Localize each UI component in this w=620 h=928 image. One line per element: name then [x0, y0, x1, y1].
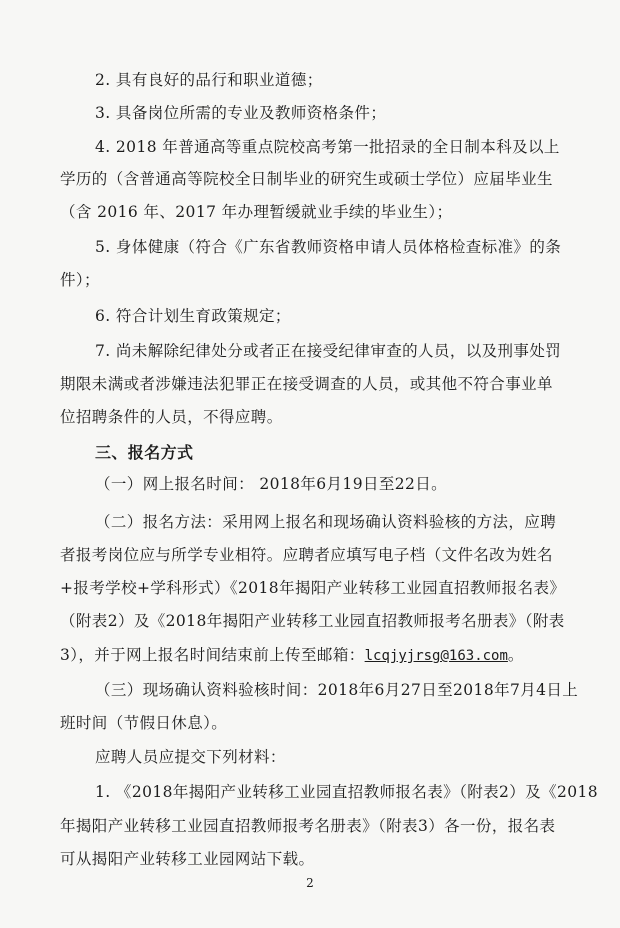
requirement-7-line-3: 位招聘条件的人员，不得应聘。	[60, 408, 283, 426]
registration-method-line-3: +报考学校+学科形式）《2018年揭阳产业转移工业园直招教师报名表》	[60, 579, 566, 597]
requirement-6: 6. 符合计划生育政策规定；	[95, 307, 291, 325]
requirement-4-line-1: 4. 2018 年普通高等重点院校高考第一批招录的全日制本科及以上	[95, 138, 560, 156]
requirement-7-line-1: 7. 尚未解除纪律处分或者正在接受纪律审查的人员，以及刑事处罚	[95, 342, 562, 360]
material-1-line-2: 年揭阳产业转移工业园直招教师报考名册表》（附表3）各一份，报名表	[60, 817, 556, 835]
requirement-3: 3. 具备岗位所需的专业及教师资格条件；	[95, 104, 387, 122]
registration-method-line-2: 者报考岗位应与所学专业相符。应聘者应填写电子档（文件名改为姓名	[60, 546, 553, 564]
requirement-4-line-2: 学历的（含普通高等院校全日制毕业的研究生或硕士学位）应届毕业生	[60, 170, 553, 188]
section-heading-registration: 三、报名方式	[95, 443, 194, 462]
materials-intro: 应聘人员应提交下列材料：	[95, 748, 286, 766]
requirement-7-line-2: 期限未满或者涉嫌违法犯罪正在接受调查的人员，或其他不符合事业单	[60, 375, 553, 393]
requirement-5-line-1: 5. 身体健康（符合《广东省教师资格申请人员体格检查标准》的条	[95, 238, 562, 256]
material-1-line-3: 可从揭阳产业转移工业园网站下载。	[60, 850, 315, 868]
requirement-2: 2. 具有良好的品行和职业道德；	[95, 71, 323, 89]
onsite-verification-line-2: 班时间（节假日休息）。	[60, 714, 228, 732]
onsite-verification-line-1: （三）现场确认资料验核时间：2018年6月27日至2018年7月4日上	[95, 681, 579, 699]
requirement-5-line-2: 件）；	[60, 271, 100, 289]
page-number: 2	[306, 876, 314, 890]
registration-method-line-5	[60, 645, 524, 666]
online-registration-time: （一）网上报名时间： 2018年6月19日至22日。	[95, 475, 448, 493]
email-suffix: 。	[507, 646, 524, 664]
requirement-4-line-3: （含 2016 年、2017 年办理暂缓就业手续的毕业生）；	[60, 203, 453, 221]
registration-method-line-4: （附表2）及《2018年揭阳产业转移工业园直招教师报考名册表》（附表	[60, 612, 565, 630]
email-address[interactable]: lcqjyjrsg@163.com	[364, 648, 508, 664]
upload-instruction: 3），并于网上报名时间结束前上传至邮箱：	[60, 646, 365, 664]
registration-method-line-1: （二）报名方法：采用网上报名和现场确认资料验核的方法，应聘	[95, 513, 557, 531]
material-1-line-1: 1. 《2018年揭阳产业转移工业园直招教师报名表》（附表2）及《2018	[95, 783, 599, 801]
